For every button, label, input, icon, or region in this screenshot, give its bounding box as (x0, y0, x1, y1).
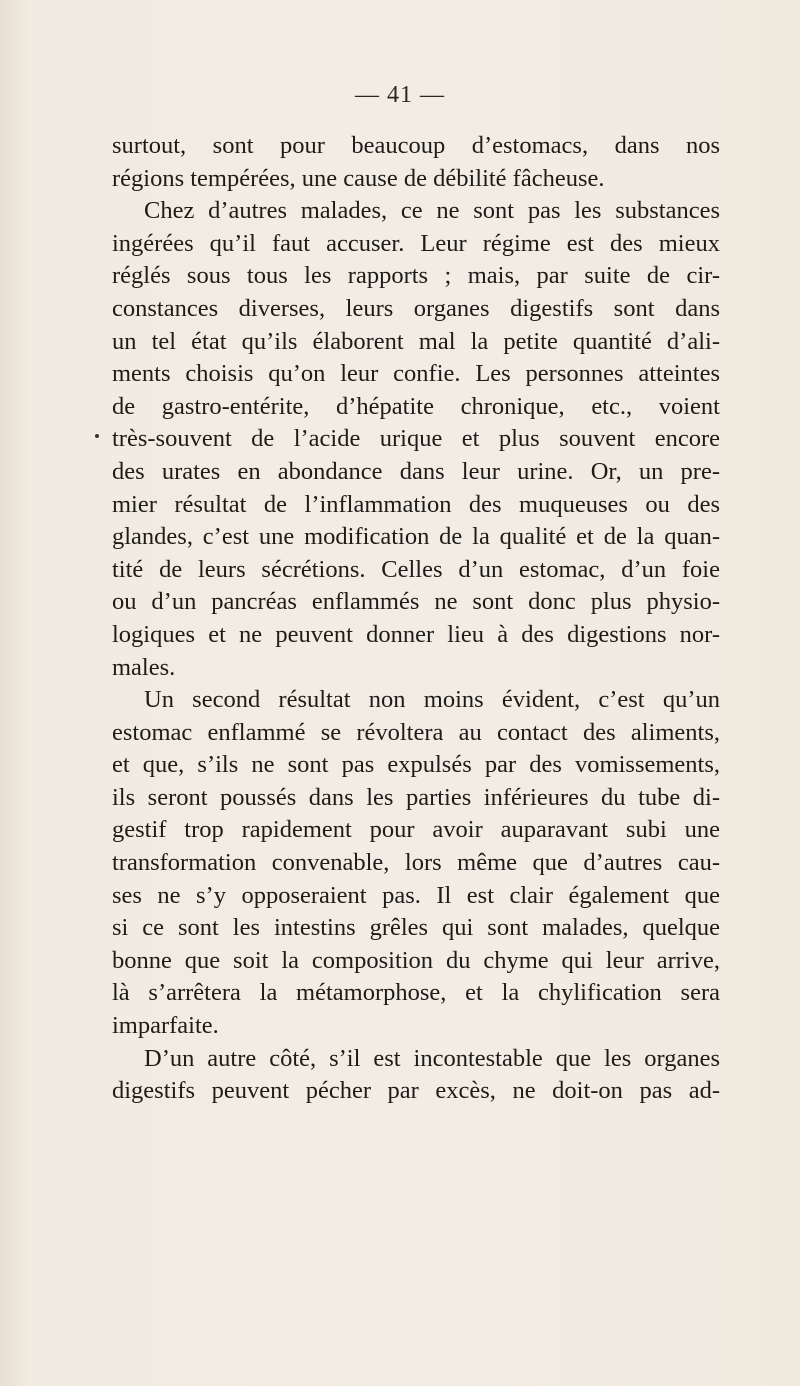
text-line: si ce sont les intestins grêles qui sont malades, quelque (112, 914, 720, 942)
text-line: là s’arrêtera la métamorphose, et la chylification sera (112, 979, 720, 1007)
text-line: constances diverses, leurs organes digestifs sont dans (112, 294, 720, 322)
margin-mark (95, 434, 99, 438)
text-line: Un second résultat non moins évident, c’est qu’un (144, 686, 720, 714)
text-line: tité de leurs sécrétions. Celles d’un estomac, d’un foie (112, 555, 720, 583)
text-line: régions tempérées, une cause de débilité fâcheuse. (112, 164, 605, 192)
text-line: logiques et ne peuvent donner lieu à des digestions nor- (112, 620, 720, 648)
text-line: ses ne s’y opposeraient pas. Il est clair également que (112, 881, 720, 909)
text-line: de gastro-entérite, d’hépatite chronique, etc., voient (112, 392, 720, 420)
text-line: D’un autre côté, s’il est incontestable que les organes (144, 1044, 720, 1072)
text-line: réglés sous tous les rapports ; mais, par suite de cir- (112, 262, 720, 290)
text-line: des urates en abondance dans leur urine. Or, un pre- (112, 457, 720, 485)
text-line: Chez d’autres malades, ce ne sont pas les substances (144, 197, 720, 225)
text-line: glandes, c’est une modification de la qualité et de la quan- (112, 523, 720, 551)
text-line: surtout, sont pour beaucoup d’estomacs, dans nos (112, 132, 720, 159)
page-number: — 41 — (355, 82, 445, 108)
text-line: un tel état qu’ils élaborent mal la petite quantité d’ali- (112, 327, 720, 355)
text-line: gestif trop rapidement pour avoir auparavant subi une (112, 816, 720, 844)
text-line: mier résultat de l’inflammation des muqueuses ou des (112, 490, 720, 518)
text-line: digestifs peuvent pécher par excès, ne doit-on pas ad- (112, 1077, 720, 1105)
text-line: transformation convenable, lors même que d’autres cau- (112, 849, 720, 877)
text-line: ou d’un pancréas enflammés ne sont donc plus physio- (112, 588, 720, 616)
body-text (112, 130, 720, 1108)
text-line: ils seront poussés dans les parties inférieures du tube di- (112, 783, 720, 811)
text-line: très-souvent de l’acide urique et plus souvent encore (112, 425, 720, 453)
text-line: bonne que soit la composition du chyme qui leur arrive, (112, 946, 720, 974)
text-line: males. (112, 653, 176, 681)
text-line: ments choisis qu’on leur confie. Les personnes atteintes (112, 360, 720, 388)
text-line: et que, s’ils ne sont pas expulsés par des vomissements, (112, 751, 720, 779)
text-line: imparfaite. (112, 1012, 219, 1040)
text-line: ingérées qu’il faut accuser. Leur régime est des mieux (112, 229, 720, 257)
text-line: estomac enflammé se révoltera au contact des aliments, (112, 718, 720, 746)
